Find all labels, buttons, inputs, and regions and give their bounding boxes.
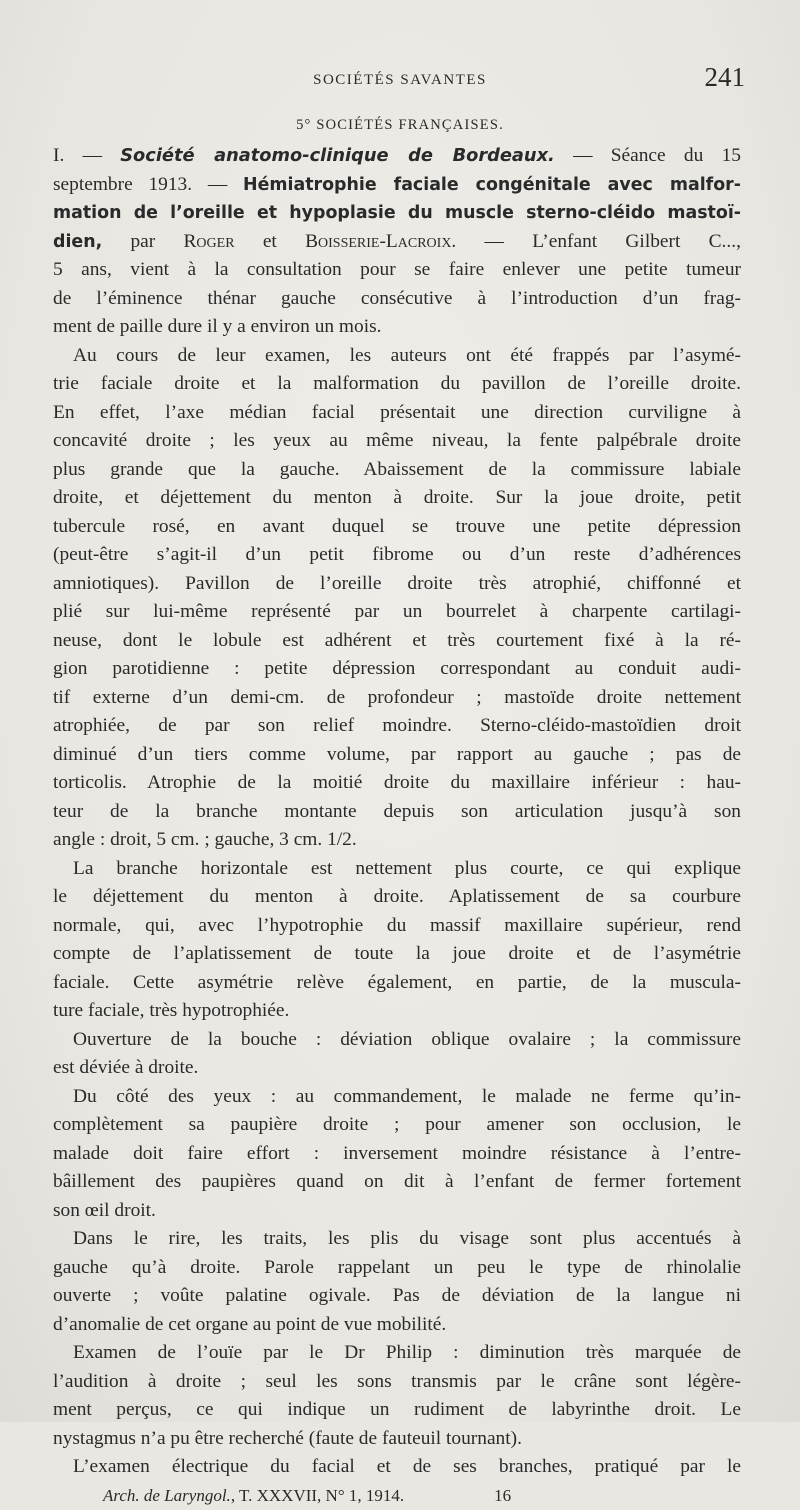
signature-mark: 16 bbox=[494, 1482, 511, 1510]
text-line: plié sur lui-même représenté par un bourrelet à charpente cartilagi- bbox=[53, 598, 741, 627]
text-line: Au cours de leur examen, les auteurs ont été frappés par l’asymé- bbox=[53, 342, 741, 371]
text-line: La branche horizontale est nettement plus courte, ce qui explique bbox=[53, 855, 741, 884]
text-line: tif externe d’un demi-cm. de profondeur ; mastoïde droite nettement bbox=[53, 684, 741, 713]
text-line: angle : droit, 5 cm. ; gauche, 3 cm. 1/2. bbox=[53, 826, 741, 855]
heading-line-tail: — L’enfant Gilbert C..., bbox=[485, 231, 741, 252]
journal-signature-line bbox=[53, 1482, 741, 1510]
text-line: ment de paille dure il y a environ un mois. bbox=[53, 313, 741, 342]
journal-volume: , T. XXXVII, N° 1, 1914. bbox=[231, 1486, 404, 1505]
society-name: Société anatomo-clinique de Bordeaux. bbox=[120, 145, 555, 166]
text-line: droite, et déjettement du menton à droite. Sur la joue droite, petit bbox=[53, 484, 741, 513]
text-line: tubercule rosé, en avant duquel se trouve une petite dépression bbox=[53, 513, 741, 542]
article-title-part-3: dien, bbox=[53, 232, 102, 252]
session-date-start: — Séance du 15 bbox=[573, 145, 741, 166]
article-title-part-1: Hémiatrophie faciale congénitale avec malfor- bbox=[243, 175, 741, 195]
page-number: 241 bbox=[705, 62, 746, 93]
text-line: nystagmus n’a pu être recherché (faute de fauteuil tournant). bbox=[53, 1425, 741, 1454]
article-heading-line-1 bbox=[53, 142, 741, 171]
text-line: de l’éminence thénar gauche consécutive à l’introduction d’un frag- bbox=[53, 285, 741, 314]
session-date-end: septembre 1913. — bbox=[53, 174, 227, 195]
text-line: compte de l’aplatissement de toute la joue droite et de l’asymétrie bbox=[53, 940, 741, 969]
text-line: ture faciale, très hypotrophiée. bbox=[53, 997, 741, 1026]
article-heading-line-3 bbox=[53, 199, 741, 228]
article-body bbox=[53, 142, 741, 1510]
text-line: faciale. Cette asymétrie relève également, en partie, de la muscula- bbox=[53, 969, 741, 998]
text-line: ment perçus, ce qui indique un rudiment de labyrinthe droit. Le bbox=[53, 1396, 741, 1425]
text-line: atrophiée, de par son relief moindre. Sterno-cléido-mastoïdien droit bbox=[53, 712, 741, 741]
text-line: gion parotidienne : petite dépression correspondant au conduit audi- bbox=[53, 655, 741, 684]
text-line: 5 ans, vient à la consultation pour se faire enlever une petite tumeur bbox=[53, 256, 741, 285]
text-line: teur de la branche montante depuis son articulation jusqu’à son bbox=[53, 798, 741, 827]
text-line: son œil droit. bbox=[53, 1197, 741, 1226]
text-line: bâillement des paupières quand on dit à l’enfant de fermer fortement bbox=[53, 1168, 741, 1197]
text-line: concavité droite ; les yeux au même niveau, la fente palpébrale droite bbox=[53, 427, 741, 456]
text-line: Dans le rire, les traits, les plis du visage sont plus accentués à bbox=[53, 1225, 741, 1254]
text-line: neuse, dont le lobule est adhérent et très courtement fixé à la ré- bbox=[53, 627, 741, 656]
text-line: normale, qui, avec l’hypotrophie du massif maxillaire supérieur, rend bbox=[53, 912, 741, 941]
section-heading: 5° SOCIÉTÉS FRANÇAISES. bbox=[0, 117, 800, 134]
text-line: gauche qu’à droite. Parole rappelant un peu le type de rhinolalie bbox=[53, 1254, 741, 1283]
text-line: Examen de l’ouïe par le Dr Philip : diminution très marquée de bbox=[53, 1339, 741, 1368]
text-line: (peut-être s’agit-il d’un petit fibrome ou d’un reste d’adhérences bbox=[53, 541, 741, 570]
author-1: Roger bbox=[184, 231, 235, 252]
text-line: En effet, l’axe médian facial présentait une direction curviligne à bbox=[53, 399, 741, 428]
text-line: torticolis. Atrophie de la moitié droite du maxillaire inférieur : hau- bbox=[53, 769, 741, 798]
journal-name: Arch. de Laryngol. bbox=[73, 1486, 231, 1505]
article-title-part-2: mation de l’oreille et hypoplasie du muscle sterno-cléido mastoï- bbox=[53, 203, 741, 223]
article-heading-line-4 bbox=[53, 228, 741, 257]
text-line: ouverte ; voûte palatine ogivale. Pas de déviation de la langue ni bbox=[53, 1282, 741, 1311]
text-line: le déjettement du menton à droite. Aplatissement de sa courbure bbox=[53, 883, 741, 912]
text-line: plus grande que la gauche. Abaissement de la commissure labiale bbox=[53, 456, 741, 485]
text-line: complètement sa paupière droite ; pour amener son occlusion, le bbox=[53, 1111, 741, 1140]
text-line: est déviée à droite. bbox=[53, 1054, 741, 1083]
text-line: Du côté des yeux : au commandement, le malade ne ferme qu’in- bbox=[53, 1083, 741, 1112]
article-heading-line-2 bbox=[53, 171, 741, 200]
text-line: diminué d’un tiers comme volume, par rapport au gauche ; pas de bbox=[53, 741, 741, 770]
text-line: amniotiques). Pavillon de l’oreille droite très atrophié, chiffonné et bbox=[53, 570, 741, 599]
text-line: d’anomalie de cet organe au point de vue mobilité. bbox=[53, 1311, 741, 1340]
running-title: SOCIÉTÉS SAVANTES bbox=[0, 72, 800, 89]
text-line: trie faciale droite et la malformation du pavillon de l’oreille droite. bbox=[53, 370, 741, 399]
by-word: par bbox=[130, 231, 155, 252]
article-number: I. — bbox=[53, 145, 102, 166]
and-word: et bbox=[263, 231, 277, 252]
text-line: malade doit faire effort : inversement moindre résistance à l’entre- bbox=[53, 1140, 741, 1169]
text-line: Ouverture de la bouche : déviation oblique ovalaire ; la commissure bbox=[53, 1026, 741, 1055]
page-header bbox=[0, 62, 800, 98]
author-2: Boisserie-Lacroix. bbox=[305, 231, 456, 252]
text-line: L’examen électrique du facial et de ses branches, pratiqué par le bbox=[53, 1453, 741, 1482]
text-line: l’audition à droite ; seul les sons transmis par le crâne sont légère- bbox=[53, 1368, 741, 1397]
